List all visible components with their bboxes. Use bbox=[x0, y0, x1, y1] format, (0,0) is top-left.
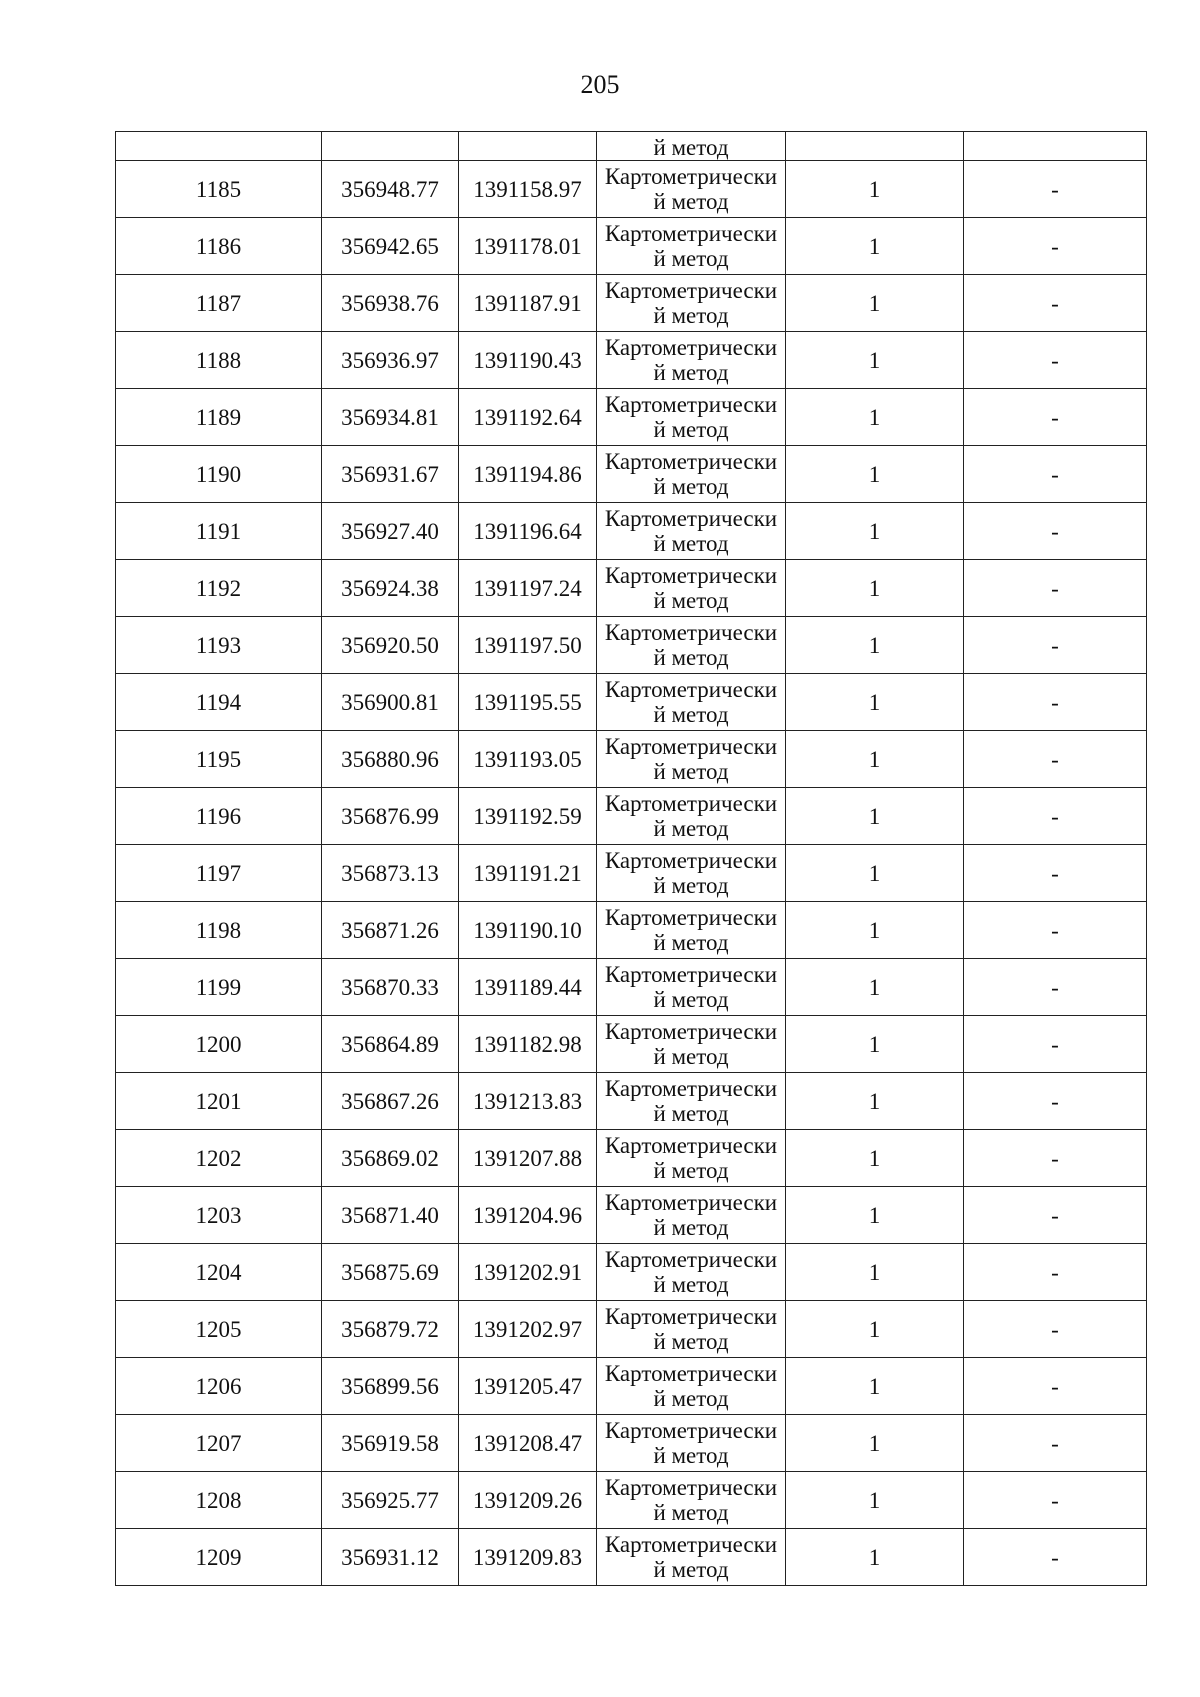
point-cell: 1203 bbox=[116, 1187, 322, 1244]
table-row bbox=[116, 446, 1147, 503]
y-coordinate-cell: 1391202.97 bbox=[459, 1301, 597, 1358]
y-coordinate-cell: 1391193.05 bbox=[459, 731, 597, 788]
method-text-line1: Картометрически bbox=[604, 392, 778, 417]
point-cell: 1196 bbox=[116, 788, 322, 845]
method-cell bbox=[597, 1187, 786, 1244]
accuracy-cell: 1 bbox=[786, 788, 964, 845]
note-cell bbox=[964, 132, 1147, 161]
method-text-line2: й метод bbox=[653, 189, 729, 214]
method-text-line2: й метод bbox=[653, 1101, 729, 1126]
method-cell bbox=[597, 1073, 786, 1130]
accuracy-cell: 1 bbox=[786, 1529, 964, 1586]
method-cell bbox=[597, 446, 786, 503]
point-cell: 1187 bbox=[116, 275, 322, 332]
note-cell: - bbox=[964, 1016, 1147, 1073]
method-cell bbox=[597, 560, 786, 617]
x-coordinate-cell: 356924.38 bbox=[322, 560, 459, 617]
table-row bbox=[116, 788, 1147, 845]
x-coordinate-cell: 356920.50 bbox=[322, 617, 459, 674]
y-coordinate-cell: 1391190.43 bbox=[459, 332, 597, 389]
accuracy-cell: 1 bbox=[786, 389, 964, 446]
method-text-line2: й метод bbox=[653, 360, 729, 385]
accuracy-cell: 1 bbox=[786, 503, 964, 560]
point-cell bbox=[116, 132, 322, 161]
x-coordinate-cell: 356899.56 bbox=[322, 1358, 459, 1415]
y-coordinate-cell: 1391189.44 bbox=[459, 959, 597, 1016]
note-cell: - bbox=[964, 788, 1147, 845]
x-coordinate-cell: 356927.40 bbox=[322, 503, 459, 560]
method-cell bbox=[597, 1358, 786, 1415]
x-coordinate-cell: 356900.81 bbox=[322, 674, 459, 731]
method-text-line2: й метод bbox=[653, 1215, 729, 1240]
point-cell: 1189 bbox=[116, 389, 322, 446]
y-coordinate-cell: 1391213.83 bbox=[459, 1073, 597, 1130]
method-cell bbox=[597, 902, 786, 959]
method-text-line2: й метод bbox=[653, 474, 729, 499]
x-coordinate-cell: 356936.97 bbox=[322, 332, 459, 389]
coordinates-table bbox=[115, 131, 1147, 1586]
y-coordinate-cell: 1391158.97 bbox=[459, 161, 597, 218]
table-row bbox=[116, 503, 1147, 560]
point-cell: 1194 bbox=[116, 674, 322, 731]
note-cell: - bbox=[964, 218, 1147, 275]
y-coordinate-cell: 1391196.64 bbox=[459, 503, 597, 560]
accuracy-cell: 1 bbox=[786, 1130, 964, 1187]
accuracy-cell: 1 bbox=[786, 1358, 964, 1415]
method-text-line2: й метод bbox=[653, 1386, 729, 1411]
method-text-line1: Картометрически bbox=[604, 506, 778, 531]
method-text-line2: й метод bbox=[653, 1272, 729, 1297]
point-cell: 1188 bbox=[116, 332, 322, 389]
method-cell bbox=[597, 1415, 786, 1472]
point-cell: 1204 bbox=[116, 1244, 322, 1301]
note-cell: - bbox=[964, 674, 1147, 731]
note-cell: - bbox=[964, 617, 1147, 674]
table-row bbox=[116, 617, 1147, 674]
method-text: й метод bbox=[653, 135, 729, 160]
x-coordinate-cell: 356942.65 bbox=[322, 218, 459, 275]
method-text-line1: Картометрически bbox=[604, 905, 778, 930]
x-coordinate-cell: 356934.81 bbox=[322, 389, 459, 446]
method-cell bbox=[597, 332, 786, 389]
y-coordinate-cell: 1391192.59 bbox=[459, 788, 597, 845]
x-coordinate-cell: 356871.26 bbox=[322, 902, 459, 959]
y-coordinate-cell: 1391182.98 bbox=[459, 1016, 597, 1073]
x-coordinate-cell: 356880.96 bbox=[322, 731, 459, 788]
table-row bbox=[116, 1358, 1147, 1415]
table-row bbox=[116, 1472, 1147, 1529]
accuracy-cell: 1 bbox=[786, 731, 964, 788]
y-coordinate-cell: 1391192.64 bbox=[459, 389, 597, 446]
note-cell: - bbox=[964, 161, 1147, 218]
note-cell: - bbox=[964, 1187, 1147, 1244]
accuracy-cell: 1 bbox=[786, 674, 964, 731]
note-cell: - bbox=[964, 332, 1147, 389]
y-coordinate-cell: 1391195.55 bbox=[459, 674, 597, 731]
accuracy-cell: 1 bbox=[786, 617, 964, 674]
y-coordinate-cell: 1391207.88 bbox=[459, 1130, 597, 1187]
table-row bbox=[116, 731, 1147, 788]
y-coordinate-cell: 1391202.91 bbox=[459, 1244, 597, 1301]
point-cell: 1206 bbox=[116, 1358, 322, 1415]
point-cell: 1190 bbox=[116, 446, 322, 503]
accuracy-cell bbox=[786, 132, 964, 161]
table-row bbox=[116, 902, 1147, 959]
y-coordinate-cell: 1391208.47 bbox=[459, 1415, 597, 1472]
y-coordinate-cell: 1391178.01 bbox=[459, 218, 597, 275]
method-cell bbox=[597, 1130, 786, 1187]
method-text-line1: Картометрически bbox=[604, 1019, 778, 1044]
y-coordinate-cell: 1391209.83 bbox=[459, 1529, 597, 1586]
accuracy-cell: 1 bbox=[786, 902, 964, 959]
accuracy-cell: 1 bbox=[786, 1301, 964, 1358]
method-text-line2: й метод bbox=[653, 930, 729, 955]
method-text-line1: Картометрически bbox=[604, 1304, 778, 1329]
table-row bbox=[116, 1016, 1147, 1073]
table-row bbox=[116, 1301, 1147, 1358]
method-text-line1: Картометрически bbox=[604, 1532, 778, 1557]
accuracy-cell: 1 bbox=[786, 446, 964, 503]
method-text-line1: Картометрически bbox=[604, 848, 778, 873]
table-row bbox=[116, 1244, 1147, 1301]
x-coordinate-cell: 356875.69 bbox=[322, 1244, 459, 1301]
page-number: 205 bbox=[580, 70, 620, 99]
y-coordinate-cell bbox=[459, 132, 597, 161]
method-text-line1: Картометрически bbox=[604, 734, 778, 759]
method-cell bbox=[597, 1301, 786, 1358]
method-cell bbox=[597, 1472, 786, 1529]
accuracy-cell: 1 bbox=[786, 560, 964, 617]
accuracy-cell: 1 bbox=[786, 161, 964, 218]
x-coordinate-cell: 356925.77 bbox=[322, 1472, 459, 1529]
method-text-line1: Картометрически bbox=[604, 1475, 778, 1500]
accuracy-cell: 1 bbox=[786, 1016, 964, 1073]
method-text-line1: Картометрически bbox=[604, 1361, 778, 1386]
y-coordinate-cell: 1391205.47 bbox=[459, 1358, 597, 1415]
table-row bbox=[116, 332, 1147, 389]
note-cell: - bbox=[964, 731, 1147, 788]
method-text-line2: й метод bbox=[653, 702, 729, 727]
x-coordinate-cell: 356864.89 bbox=[322, 1016, 459, 1073]
note-cell: - bbox=[964, 1529, 1147, 1586]
table-row bbox=[116, 218, 1147, 275]
y-coordinate-cell: 1391204.96 bbox=[459, 1187, 597, 1244]
y-coordinate-cell: 1391209.26 bbox=[459, 1472, 597, 1529]
point-cell: 1197 bbox=[116, 845, 322, 902]
method-cell bbox=[597, 674, 786, 731]
table-row bbox=[116, 560, 1147, 617]
accuracy-cell: 1 bbox=[786, 275, 964, 332]
y-coordinate-cell: 1391191.21 bbox=[459, 845, 597, 902]
method-text-line2: й метод bbox=[653, 987, 729, 1012]
note-cell: - bbox=[964, 1415, 1147, 1472]
table-row bbox=[116, 959, 1147, 1016]
method-text-line2: й метод bbox=[653, 816, 729, 841]
table-row bbox=[116, 161, 1147, 218]
x-coordinate-cell: 356931.12 bbox=[322, 1529, 459, 1586]
note-cell: - bbox=[964, 503, 1147, 560]
note-cell: - bbox=[964, 1073, 1147, 1130]
method-text-line2: й метод bbox=[653, 417, 729, 442]
point-cell: 1205 bbox=[116, 1301, 322, 1358]
method-text-line2: й метод bbox=[653, 1158, 729, 1183]
y-coordinate-cell: 1391197.24 bbox=[459, 560, 597, 617]
method-text-line2: й метод bbox=[653, 246, 729, 271]
accuracy-cell: 1 bbox=[786, 1472, 964, 1529]
method-text-line2: й метод bbox=[653, 645, 729, 670]
method-cell bbox=[597, 1016, 786, 1073]
accuracy-cell: 1 bbox=[786, 1415, 964, 1472]
note-cell: - bbox=[964, 389, 1147, 446]
table-row bbox=[116, 1187, 1147, 1244]
x-coordinate-cell: 356879.72 bbox=[322, 1301, 459, 1358]
table-row bbox=[116, 389, 1147, 446]
method-cell bbox=[597, 1529, 786, 1586]
method-cell bbox=[597, 617, 786, 674]
note-cell: - bbox=[964, 1472, 1147, 1529]
method-text-line1: Картометрически bbox=[604, 962, 778, 987]
x-coordinate-cell: 356938.76 bbox=[322, 275, 459, 332]
method-text-line2: й метод bbox=[653, 588, 729, 613]
point-cell: 1185 bbox=[116, 161, 322, 218]
note-cell: - bbox=[964, 1130, 1147, 1187]
table-row bbox=[116, 275, 1147, 332]
accuracy-cell: 1 bbox=[786, 1244, 964, 1301]
method-text-line1: Картометрически bbox=[604, 1418, 778, 1443]
accuracy-cell: 1 bbox=[786, 845, 964, 902]
note-cell: - bbox=[964, 1358, 1147, 1415]
method-cell bbox=[597, 731, 786, 788]
method-text-line2: й метод bbox=[653, 1557, 729, 1582]
method-text-line2: й метод bbox=[653, 531, 729, 556]
point-cell: 1200 bbox=[116, 1016, 322, 1073]
x-coordinate-cell: 356873.13 bbox=[322, 845, 459, 902]
point-cell: 1195 bbox=[116, 731, 322, 788]
x-coordinate-cell: 356871.40 bbox=[322, 1187, 459, 1244]
x-coordinate-cell bbox=[322, 132, 459, 161]
table-row bbox=[116, 1130, 1147, 1187]
x-coordinate-cell: 356919.58 bbox=[322, 1415, 459, 1472]
x-coordinate-cell: 356948.77 bbox=[322, 161, 459, 218]
method-text-line1: Картометрически bbox=[604, 1247, 778, 1272]
method-text-line1: Картометрически bbox=[604, 1076, 778, 1101]
table-row bbox=[116, 1415, 1147, 1472]
method-cell bbox=[597, 275, 786, 332]
y-coordinate-cell: 1391190.10 bbox=[459, 902, 597, 959]
y-coordinate-cell: 1391187.91 bbox=[459, 275, 597, 332]
point-cell: 1199 bbox=[116, 959, 322, 1016]
note-cell: - bbox=[964, 1301, 1147, 1358]
method-text-line2: й метод bbox=[653, 1044, 729, 1069]
point-cell: 1207 bbox=[116, 1415, 322, 1472]
method-text-line2: й метод bbox=[653, 303, 729, 328]
point-cell: 1198 bbox=[116, 902, 322, 959]
x-coordinate-cell: 356876.99 bbox=[322, 788, 459, 845]
table-row bbox=[116, 1529, 1147, 1586]
method-text-line2: й метод bbox=[653, 759, 729, 784]
accuracy-cell: 1 bbox=[786, 218, 964, 275]
x-coordinate-cell: 356869.02 bbox=[322, 1130, 459, 1187]
accuracy-cell: 1 bbox=[786, 1187, 964, 1244]
method-text-line2: й метод bbox=[653, 1329, 729, 1354]
method-text-line1: Картометрически bbox=[604, 677, 778, 702]
point-cell: 1193 bbox=[116, 617, 322, 674]
table-body bbox=[116, 132, 1147, 1586]
method-cell bbox=[597, 503, 786, 560]
method-cell bbox=[597, 161, 786, 218]
point-cell: 1202 bbox=[116, 1130, 322, 1187]
table-row bbox=[116, 1073, 1147, 1130]
method-cell bbox=[597, 389, 786, 446]
method-text-line2: й метод bbox=[653, 873, 729, 898]
point-cell: 1192 bbox=[116, 560, 322, 617]
method-text-line1: Картометрически bbox=[604, 620, 778, 645]
note-cell: - bbox=[964, 446, 1147, 503]
note-cell: - bbox=[964, 845, 1147, 902]
method-text-line1: Картометрически bbox=[604, 791, 778, 816]
note-cell: - bbox=[964, 560, 1147, 617]
note-cell: - bbox=[964, 275, 1147, 332]
method-text-line1: Картометрически bbox=[604, 449, 778, 474]
x-coordinate-cell: 356870.33 bbox=[322, 959, 459, 1016]
method-text-line1: Картометрически bbox=[604, 221, 778, 246]
accuracy-cell: 1 bbox=[786, 959, 964, 1016]
method-text-line1: Картометрически bbox=[604, 278, 778, 303]
method-text-line1: Картометрически bbox=[604, 164, 778, 189]
method-cell bbox=[597, 218, 786, 275]
point-cell: 1191 bbox=[116, 503, 322, 560]
table-row bbox=[116, 845, 1147, 902]
note-cell: - bbox=[964, 1244, 1147, 1301]
method-text-line1: Картометрически bbox=[604, 335, 778, 360]
method-cell bbox=[597, 1244, 786, 1301]
point-cell: 1208 bbox=[116, 1472, 322, 1529]
method-text-line1: Картометрически bbox=[604, 1133, 778, 1158]
accuracy-cell: 1 bbox=[786, 332, 964, 389]
x-coordinate-cell: 356867.26 bbox=[322, 1073, 459, 1130]
method-cell bbox=[597, 132, 786, 161]
method-text-line2: й метод bbox=[653, 1443, 729, 1468]
accuracy-cell: 1 bbox=[786, 1073, 964, 1130]
point-cell: 1201 bbox=[116, 1073, 322, 1130]
method-cell bbox=[597, 788, 786, 845]
point-cell: 1209 bbox=[116, 1529, 322, 1586]
method-cell bbox=[597, 845, 786, 902]
method-text-line1: Картометрически bbox=[604, 1190, 778, 1215]
y-coordinate-cell: 1391197.50 bbox=[459, 617, 597, 674]
method-text-line2: й метод bbox=[653, 1500, 729, 1525]
note-cell: - bbox=[964, 959, 1147, 1016]
method-cell bbox=[597, 959, 786, 1016]
method-text-line1: Картометрически bbox=[604, 563, 778, 588]
note-cell: - bbox=[964, 902, 1147, 959]
x-coordinate-cell: 356931.67 bbox=[322, 446, 459, 503]
continuation-row bbox=[116, 132, 1147, 161]
point-cell: 1186 bbox=[116, 218, 322, 275]
y-coordinate-cell: 1391194.86 bbox=[459, 446, 597, 503]
table-row bbox=[116, 674, 1147, 731]
